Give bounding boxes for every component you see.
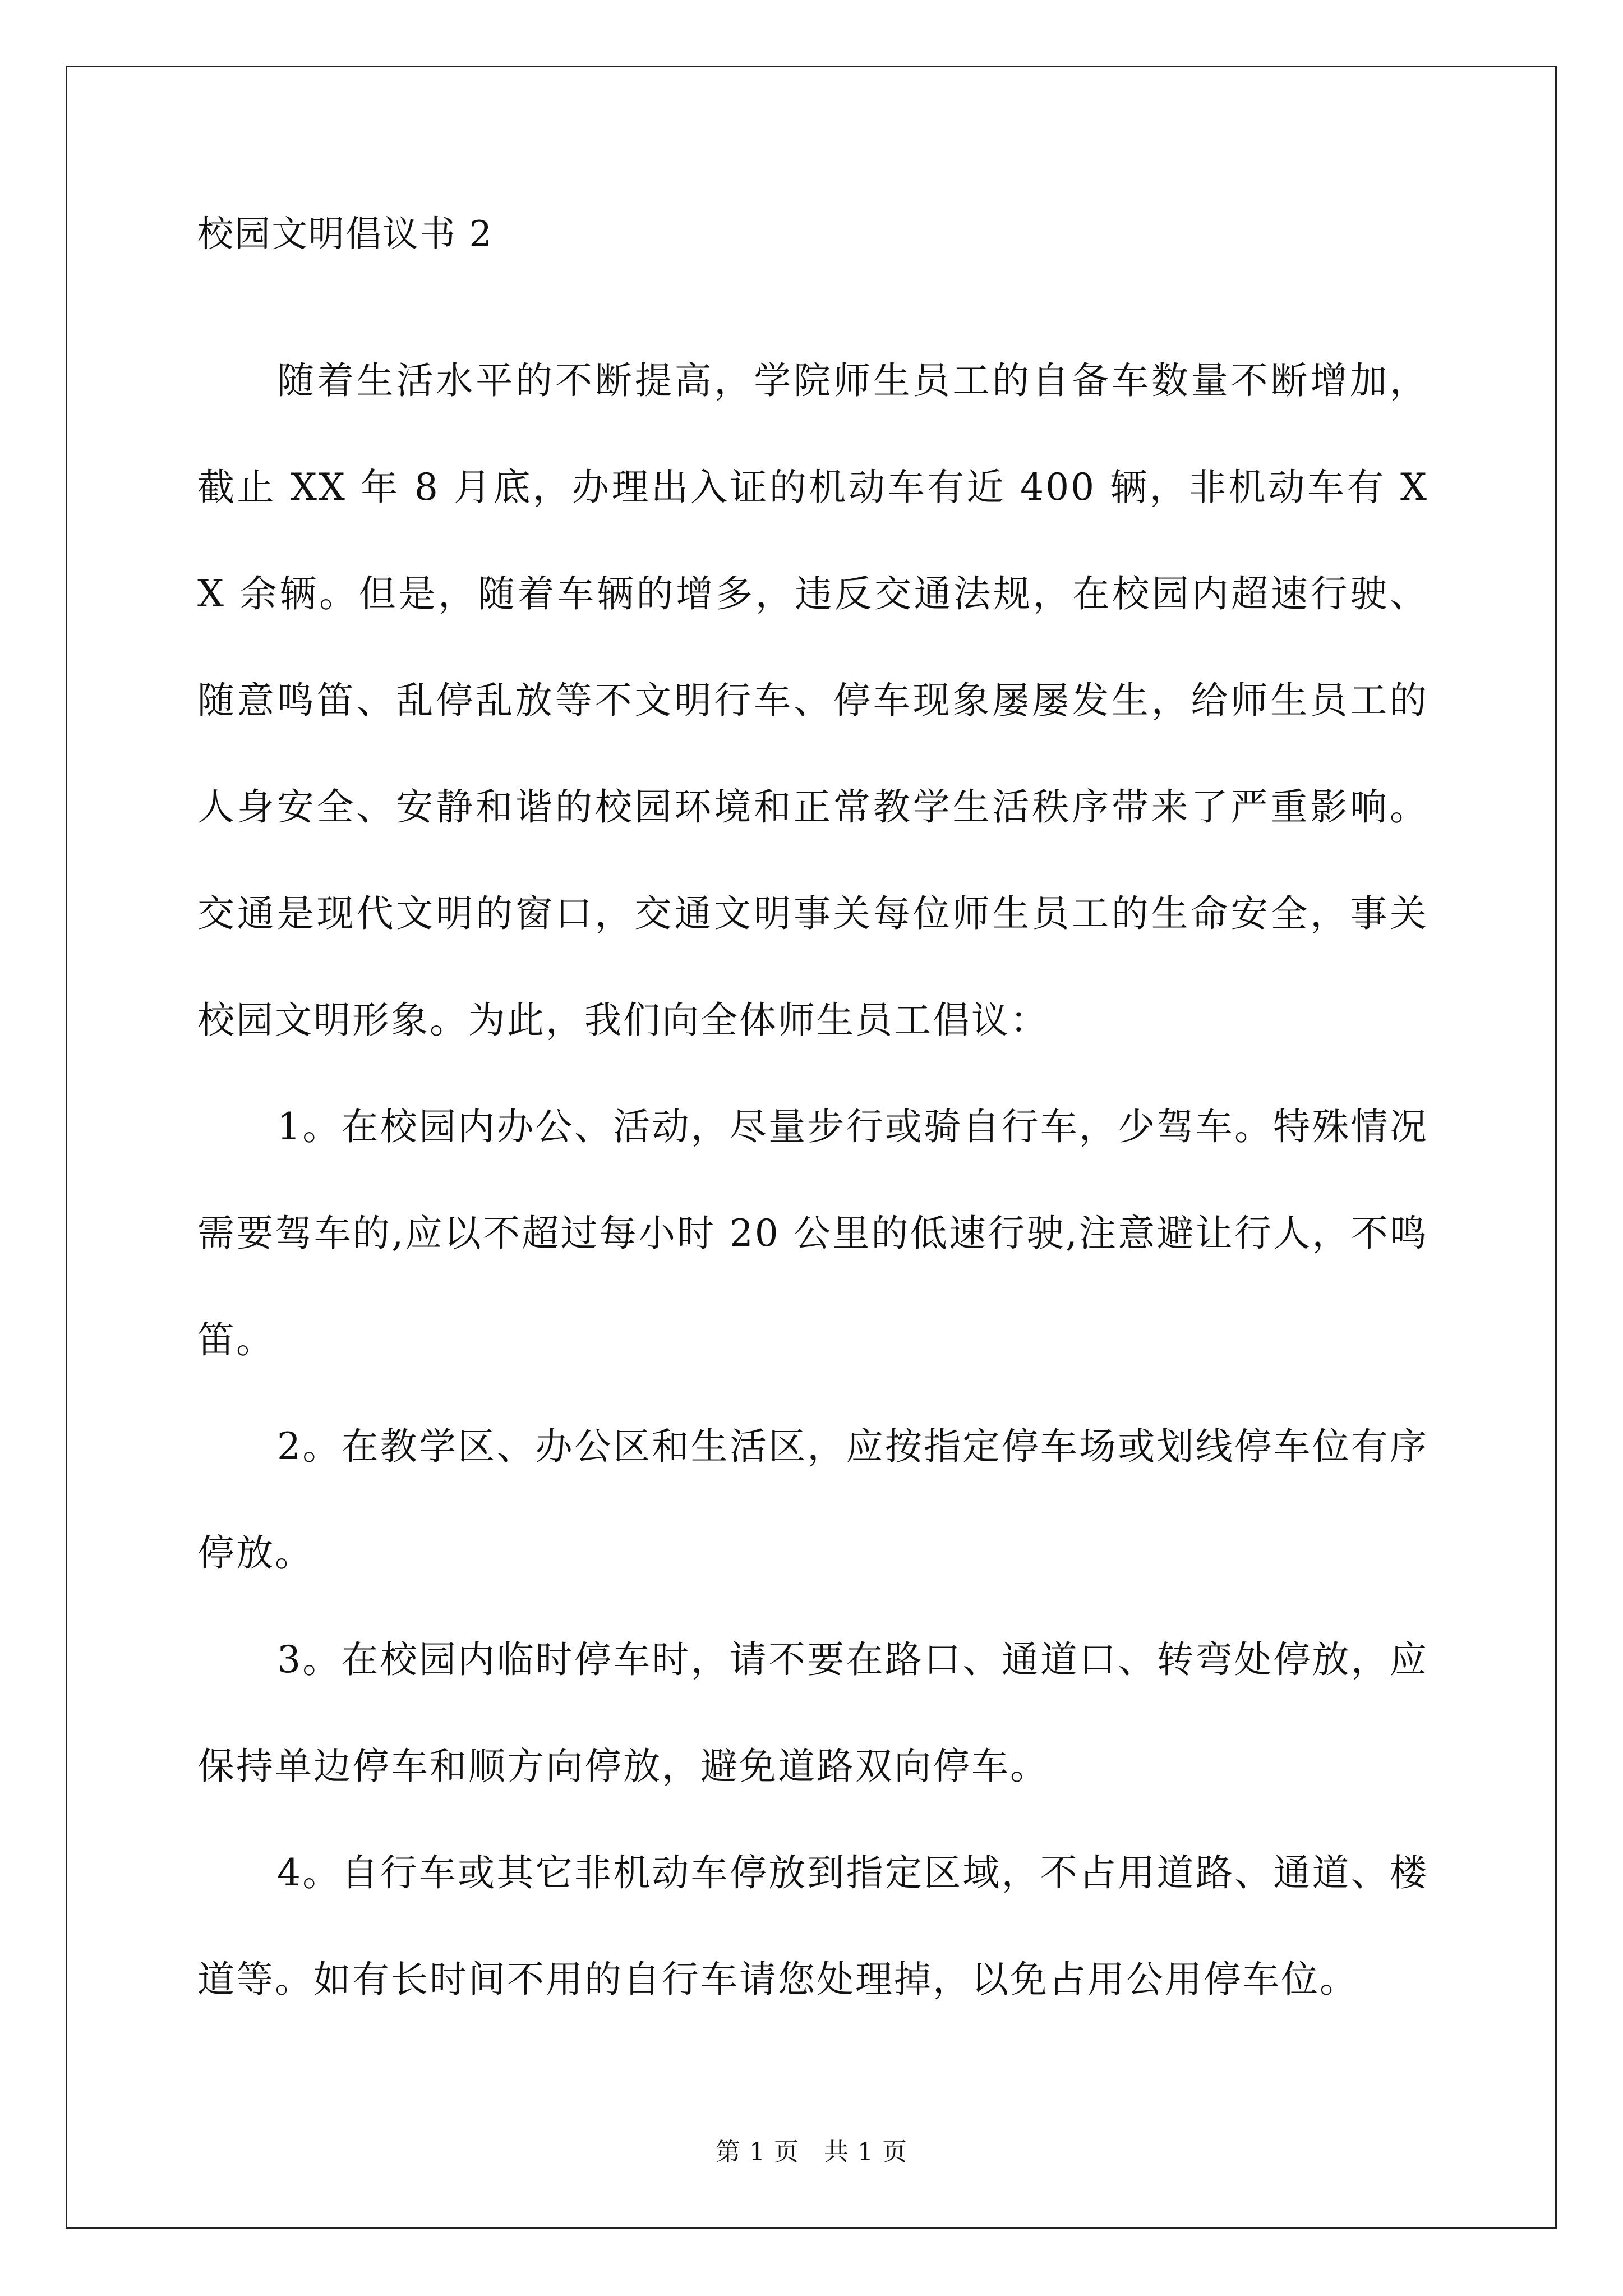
paragraph-item-1: 1。在校园内办公、活动，尽量步行或骑自行车，少驾车。特殊情况需要驾车的,应以不超过每小时 20 公里的低速行驶,注意避让行人，不鸣笛。 <box>197 1105 1428 1361</box>
page-number-current: 第 1 页 <box>716 2138 799 2166</box>
paragraph-item-3: 3。在校园内临时停车时，请不要在路口、通道口、转弯处停放，应保持单边停车和顺方向停放，避免道路双向停车。 <box>197 1638 1428 1788</box>
document-title: 校园文明倡议书 2 <box>197 214 494 255</box>
paragraph-item-2: 2。在教学区、办公区和生活区，应按指定停车场或划线停车位有序停放。 <box>197 1425 1428 1575</box>
paragraph-intro: 随着生活水平的不断提高，学院师生员工的自备车数量不断增加，截止 XX 年 8 月底，办理出入证的机动车有近 400 辆，非机动车有 XX 余辆。但是，随着车辆的增多，违反交通法规，在校园内超速行驶、随意鸣笛、乱停乱放等不文明行车、停车现象屡屡发生，给师生员工的人身安全、安静和谐的校园环境和正常教学生活秩序带来了严重影响。交通是现代文明的窗口，交通文明事关每位师生员工的生命安全，事关校园文明形象。为此，我们向全体师生员工倡议： <box>197 359 1428 1042</box>
paragraph-item-4: 4。自行车或其它非机动车停放到指定区域，不占用道路、通道、楼道等。如有长时间不用的自行车请您处理掉，以免占用公用停车位。 <box>197 1851 1428 2001</box>
page-number-total: 共 1 页 <box>824 2138 907 2166</box>
page-footer <box>0 2132 1623 2168</box>
document-body <box>197 208 1428 2033</box>
